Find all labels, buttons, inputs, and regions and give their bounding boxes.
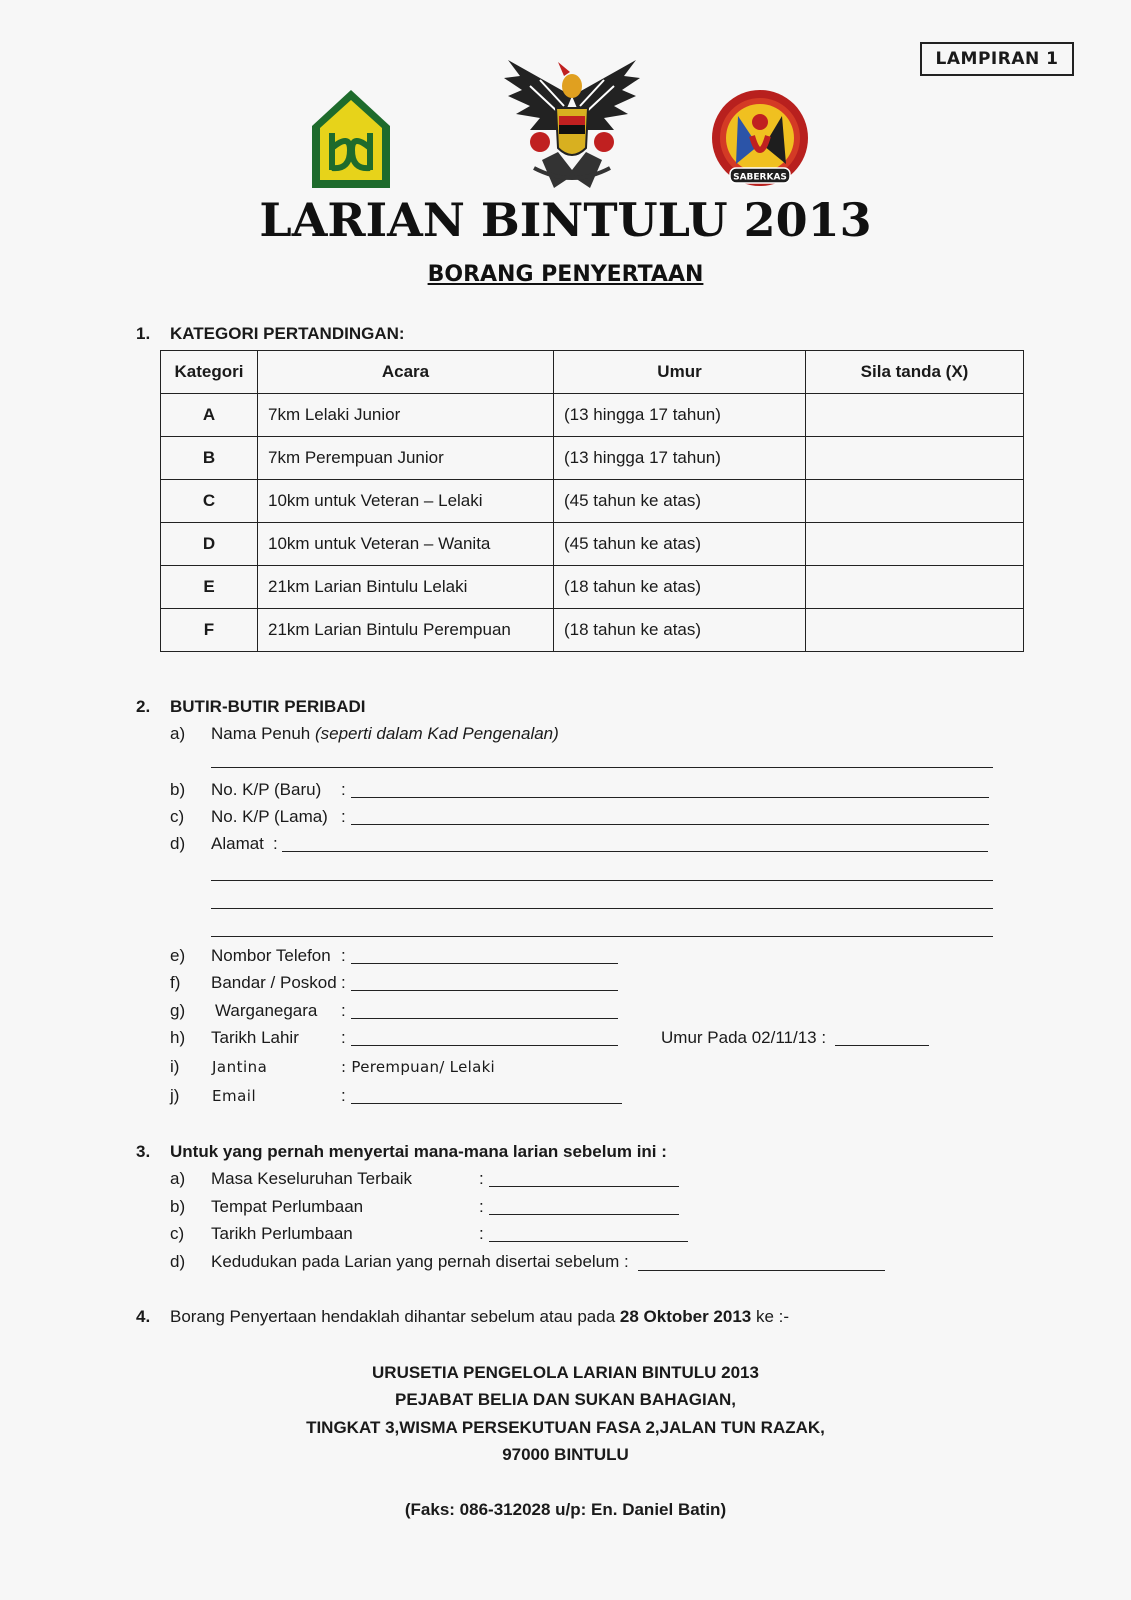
- section2-number: 2.: [136, 697, 151, 716]
- s3-item-d-letter: d): [170, 1252, 186, 1271]
- tarikh-lahir-label: Tarikh Lahir: [211, 1028, 299, 1047]
- table-row: [161, 480, 1024, 523]
- kp-baru-field[interactable]: [351, 797, 989, 798]
- alamat-label: Alamat: [211, 834, 264, 853]
- col-header-acara: Acara: [258, 351, 554, 394]
- table-row: [161, 566, 1024, 609]
- tempat-perlumbaan-label: Tempat Perlumbaan: [211, 1197, 364, 1216]
- mark-checkbox-cell[interactable]: [806, 566, 1024, 609]
- form-subtitle: BORANG PENYERTAAN: [427, 262, 704, 287]
- kp-baru-label: No. K/P (Baru): [211, 780, 322, 799]
- warganegara-field[interactable]: [351, 1018, 618, 1019]
- kategori-cell: C: [161, 480, 258, 523]
- alamat-colon: :: [273, 834, 278, 853]
- alamat-field-2[interactable]: [211, 880, 993, 881]
- kategori-cell: A: [161, 394, 258, 437]
- umur-cell: (18 tahun ke atas): [554, 566, 806, 609]
- section3-title: Untuk yang pernah menyertai mana-mana larian sebelum ini :: [170, 1142, 667, 1161]
- telefon-field[interactable]: [351, 963, 618, 964]
- section4-text-after: ke :-: [751, 1307, 790, 1326]
- telefon-colon: :: [341, 946, 346, 965]
- acara-cell: 10km untuk Veteran – Wanita: [258, 523, 554, 566]
- kp-lama-colon: :: [341, 807, 346, 826]
- nama-penuh-field[interactable]: [211, 767, 993, 768]
- kp-lama-label: No. K/P (Lama): [211, 807, 328, 826]
- email-field[interactable]: [351, 1103, 622, 1104]
- saberkas-logo: [708, 86, 812, 192]
- category-table: [160, 350, 1024, 652]
- ministry-logo: [310, 88, 392, 190]
- masa-terbaik-field[interactable]: [489, 1186, 679, 1187]
- tarikh-lahir-colon: :: [341, 1028, 346, 1047]
- nama-penuh-label: [211, 724, 559, 744]
- umur-cell: (13 hingga 17 tahun): [554, 437, 806, 480]
- tarikh-perlumbaan-field[interactable]: [489, 1241, 688, 1242]
- umur-cell: (45 tahun ke atas): [554, 480, 806, 523]
- section2-title: BUTIR-BUTIR PERIBADI: [170, 697, 366, 716]
- item-c-letter: c): [170, 807, 185, 826]
- poskod-field[interactable]: [351, 990, 618, 991]
- item-g-letter: g): [170, 1001, 186, 1020]
- alamat-field-1[interactable]: [282, 851, 988, 852]
- jantina-label: Jantina: [212, 1058, 268, 1076]
- table-row: [161, 394, 1024, 437]
- item-h-letter: h): [170, 1028, 186, 1047]
- alamat-field-4[interactable]: [211, 936, 993, 937]
- item-j-letter: j): [170, 1086, 180, 1105]
- kedudukan-field[interactable]: [638, 1270, 885, 1271]
- warganegara-label: Warganegara: [215, 1001, 318, 1020]
- item-d-letter: d): [170, 834, 186, 853]
- tarikh-lahir-field[interactable]: [351, 1045, 618, 1046]
- poskod-colon: :: [341, 973, 346, 992]
- section3-number: 3.: [136, 1142, 151, 1161]
- address-line-2: PEJABAT BELIA DAN SUKAN BAHAGIAN,: [395, 1390, 736, 1409]
- kategori-cell: B: [161, 437, 258, 480]
- tarikh-perlumbaan-colon: :: [479, 1224, 484, 1243]
- s3-item-b-letter: b): [170, 1197, 186, 1216]
- acara-cell: 7km Lelaki Junior: [258, 394, 554, 437]
- tarikh-perlumbaan-label: Tarikh Perlumbaan: [211, 1224, 353, 1243]
- mark-checkbox-cell[interactable]: [806, 523, 1024, 566]
- address-line-1: URUSETIA PENGELOLA LARIAN BINTULU 2013: [372, 1363, 759, 1382]
- address-line-3: TINGKAT 3,WISMA PERSEKUTUAN FASA 2,JALAN TUN RAZAK,: [306, 1418, 825, 1437]
- email-label: Email: [212, 1087, 257, 1105]
- umur-cell: (13 hingga 17 tahun): [554, 394, 806, 437]
- address-line-4: 97000 BINTULU: [502, 1445, 629, 1464]
- item-i-letter: i): [170, 1057, 180, 1076]
- mark-checkbox-cell[interactable]: [806, 437, 1024, 480]
- kp-baru-colon: :: [341, 780, 346, 799]
- item-b-letter: b): [170, 780, 186, 799]
- alamat-field-3[interactable]: [211, 908, 993, 909]
- col-header-kategori: Kategori: [161, 351, 258, 394]
- poskod-label: Bandar / Poskod: [211, 973, 337, 992]
- acara-cell: 10km untuk Veteran – Lelaki: [258, 480, 554, 523]
- telefon-label: Nombor Telefon: [211, 946, 331, 965]
- item-a-letter: a): [170, 724, 186, 743]
- section4-number: 4.: [136, 1307, 151, 1326]
- umur-cell: (45 tahun ke atas): [554, 523, 806, 566]
- kategori-cell: D: [161, 523, 258, 566]
- warganegara-colon: :: [341, 1001, 346, 1020]
- kedudukan-label: Kedudukan pada Larian yang pernah disertai sebelum :: [211, 1252, 629, 1271]
- umur-pada-field[interactable]: [835, 1045, 929, 1046]
- jantina-value[interactable]: : Perempuan/ Lelaki: [341, 1058, 496, 1076]
- kp-lama-field[interactable]: [351, 824, 989, 825]
- s3-item-a-letter: a): [170, 1169, 186, 1188]
- section4-instruction: [170, 1307, 789, 1327]
- deadline-date: 28 Oktober 2013: [619, 1307, 752, 1326]
- col-header-umur: Umur: [554, 351, 806, 394]
- nama-penuh-note: (seperti dalam Kad Pengenalan): [314, 724, 559, 743]
- masa-terbaik-label: Masa Keseluruhan Terbaik: [211, 1169, 412, 1188]
- section1-number: 1.: [136, 324, 151, 343]
- mark-checkbox-cell[interactable]: [806, 609, 1024, 652]
- umur-pada-label: Umur Pada 02/11/13 :: [661, 1028, 827, 1047]
- col-header-sila-tanda: Sila tanda (X): [806, 351, 1024, 394]
- item-f-letter: f): [170, 973, 181, 992]
- umur-cell: (18 tahun ke atas): [554, 609, 806, 652]
- mark-checkbox-cell[interactable]: [806, 480, 1024, 523]
- table-header-row: [161, 351, 1024, 394]
- page-title: LARIAN BINTULU 2013: [259, 193, 872, 247]
- kategori-cell: F: [161, 609, 258, 652]
- mark-checkbox-cell[interactable]: [806, 394, 1024, 437]
- section4-text-before: Borang Penyertaan hendaklah dihantar sebelum atau pada: [170, 1307, 620, 1326]
- table-row: [161, 609, 1024, 652]
- table-row: [161, 437, 1024, 480]
- masa-terbaik-colon: :: [479, 1169, 484, 1188]
- email-colon: :: [341, 1086, 346, 1105]
- fax-contact: (Faks: 086-312028 u/p: En. Daniel Batin): [404, 1500, 727, 1519]
- acara-cell: 7km Perempuan Junior: [258, 437, 554, 480]
- sarawak-crest-logo: [500, 56, 644, 194]
- s3-item-c-letter: c): [170, 1224, 185, 1243]
- item-e-letter: e): [170, 946, 186, 965]
- lampiran-label: LAMPIRAN 1: [920, 42, 1074, 76]
- nama-penuh-label-text: Nama Penuh: [211, 724, 311, 743]
- tempat-perlumbaan-field[interactable]: [489, 1214, 679, 1215]
- table-row: [161, 523, 1024, 566]
- acara-cell: 21km Larian Bintulu Perempuan: [258, 609, 554, 652]
- section1-title: KATEGORI PERTANDINGAN:: [170, 324, 405, 343]
- tempat-perlumbaan-colon: :: [479, 1197, 484, 1216]
- acara-cell: 21km Larian Bintulu Lelaki: [258, 566, 554, 609]
- saberkas-logo-text: SABERKAS: [733, 172, 787, 183]
- kategori-cell: E: [161, 566, 258, 609]
